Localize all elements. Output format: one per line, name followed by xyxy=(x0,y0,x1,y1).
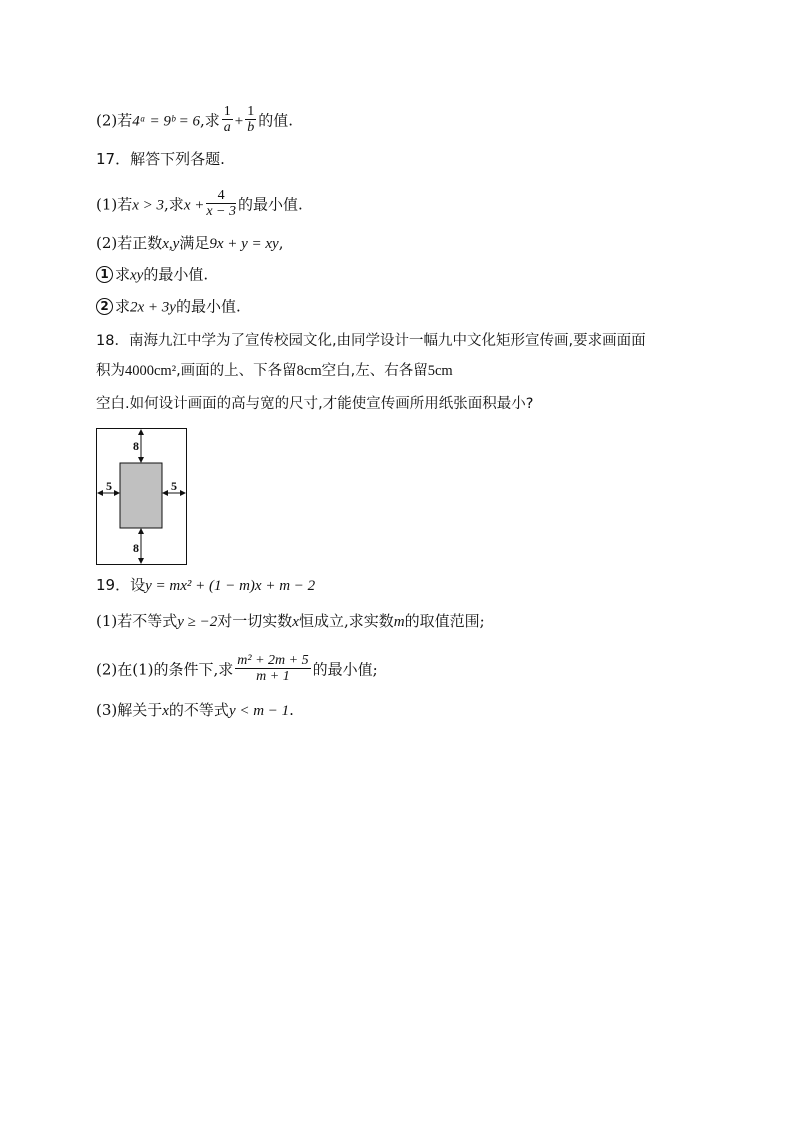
q19-part3: (3)解关于x的不等式y < m − 1. xyxy=(96,701,294,719)
picture-area xyxy=(120,463,162,528)
q16-part2: (2)若4ᵃ = 9ᵇ = 6,求 $\frac{1}{a}$ + $\frac{1}{b}$ 的值. xyxy=(96,104,294,135)
fraction-4-over-x-minus-3: $\frac{4}{x - 3}$ xyxy=(206,188,237,219)
fraction-1-over-b: $\frac{1}{b}$ xyxy=(247,104,255,135)
bottom-margin-label: 8 xyxy=(133,541,139,555)
q19-head: 19．设y = mx² + (1 − m)x + m − 2 xyxy=(96,576,316,594)
q17-part1: (1)若x > 3,求x + $\frac{4}{x - 3}$ 的最小值. xyxy=(96,188,303,219)
fraction-m-expression: $\frac{\text{m² + 2m + 5}}{m + 1}$ xyxy=(237,653,309,684)
q18-line1: 18．南海九江中学为了宣传校园文化,由同学设计一幅九中文化矩形宣传画,要求画面面 xyxy=(96,333,646,349)
fraction-1-over-a: $\frac{1}{a}$ xyxy=(223,104,231,135)
q17-sub1: 1 求xy的最小值. xyxy=(96,267,208,284)
top-margin-label: 8 xyxy=(133,439,139,453)
right-margin-label: 5 xyxy=(171,479,177,493)
q19-part2: (2)在(1)的条件下,求 $\frac{\text{m² + 2m + 5}}{m + 1}$ 的最小值; xyxy=(96,653,378,684)
equation: 4ᵃ = 9ᵇ = 6 xyxy=(132,113,201,130)
q17-part2: (2)若正数x,y满足9x + y = xy, xyxy=(96,234,284,252)
circled-number-1: 1 xyxy=(96,266,113,283)
circled-number-2: 2 xyxy=(96,298,113,315)
q18-line2: 积为4000cm²,画面的上、下各留8cm空白,左、右各留5cm xyxy=(96,363,453,379)
q19-part1: (1)若不等式y ≥ −2对一切实数x恒成立,求实数m的取值范围; xyxy=(96,612,485,630)
left-margin-label: 5 xyxy=(106,479,112,493)
poster-diagram xyxy=(96,428,188,566)
q17-sub2: 2 求2x + 3y的最小值. xyxy=(96,299,241,316)
q17-title: 17．解答下列各题. xyxy=(96,150,225,168)
q18-line3: 空白.如何设计画面的高与宽的尺寸,才能使宣传画所用纸张面积最小? xyxy=(96,396,534,412)
